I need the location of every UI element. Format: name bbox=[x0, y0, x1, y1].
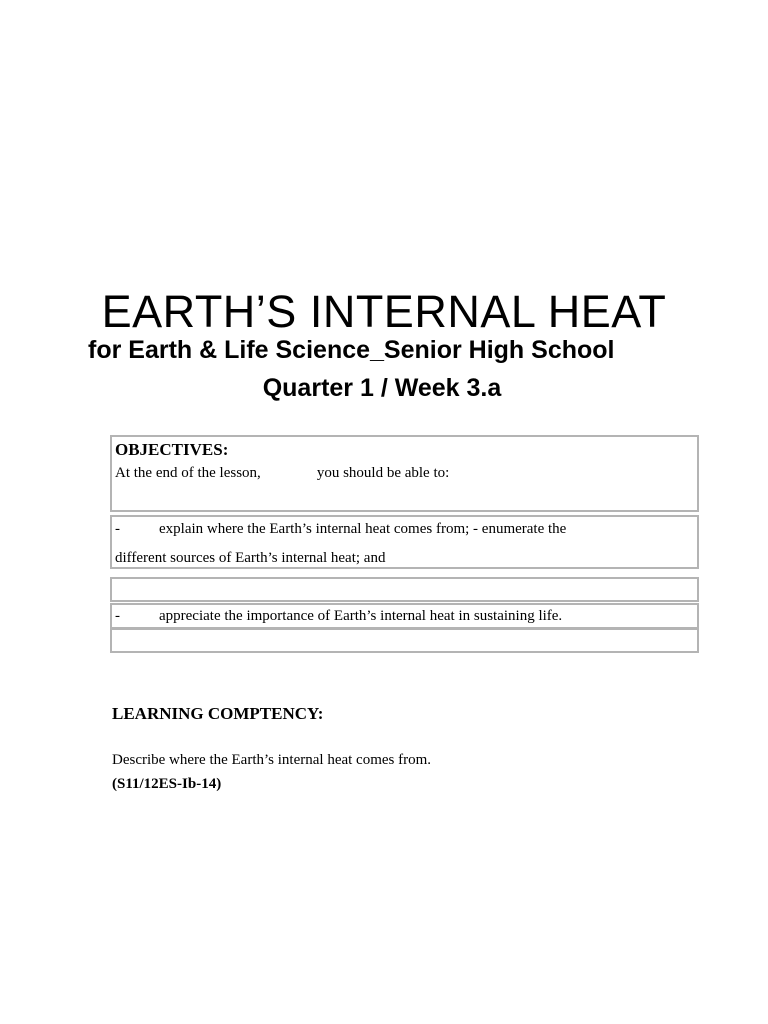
objectives-intro-part2: you should be able to: bbox=[316, 465, 450, 481]
learning-competency-heading: LEARNING COMPTENCY: bbox=[112, 704, 324, 723]
bullet-dash: - bbox=[115, 608, 120, 624]
document-subtitle: for Earth & Life Science ̲ Senior High School bbox=[88, 336, 615, 364]
objectives-heading: OBJECTIVES: bbox=[115, 440, 229, 459]
objective-item-2: appreciate the importance of Earth’s internal heat in sustaining life. bbox=[159, 608, 563, 624]
objectives-intro-part1: At the end of the lesson, bbox=[115, 465, 261, 481]
objective-item-1-line-1: explain where the Earth’s internal heat comes from; - enumerate the bbox=[159, 521, 567, 537]
learning-competency-code: (S11/12ES-Ib-14) bbox=[112, 776, 222, 792]
quarter-week-label: Quarter 1 / Week 3.a bbox=[262, 374, 502, 402]
empty-row-box bbox=[110, 577, 699, 602]
empty-row-box bbox=[110, 628, 699, 653]
document-title: EARTH’S INTERNAL HEAT bbox=[101, 286, 667, 337]
objective-item-1-line-2: different sources of Earth’s internal heat; and bbox=[115, 550, 386, 566]
objectives-intro bbox=[115, 464, 449, 482]
objective-item-box bbox=[110, 515, 699, 569]
learning-competency-description: Describe where the Earth’s internal heat comes from. bbox=[112, 752, 432, 768]
bullet-dash: - bbox=[115, 521, 120, 537]
objective-item-box bbox=[110, 603, 699, 629]
objectives-box bbox=[110, 435, 699, 512]
